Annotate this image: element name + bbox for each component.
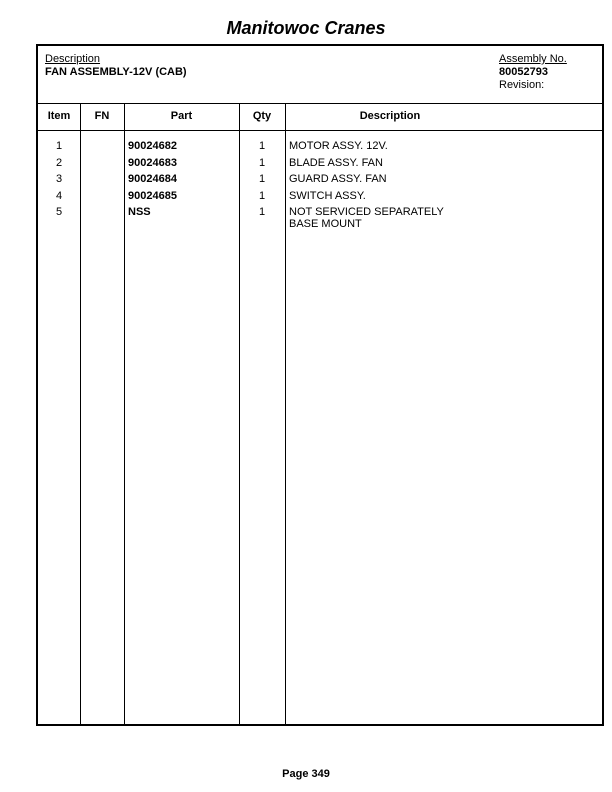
column-header-qty: Qty <box>252 110 272 122</box>
item-number: 1 <box>55 140 63 152</box>
quantity: 1 <box>258 140 266 152</box>
description-label: Description <box>45 53 101 65</box>
part-description-line: NOT SERVICED SEPARATELY <box>289 206 444 218</box>
column-header-item: Item <box>47 110 71 122</box>
table-row <box>38 190 602 207</box>
column-header-description: Description <box>359 110 421 122</box>
table-row <box>38 173 602 190</box>
quantity: 1 <box>258 173 266 185</box>
column-header-part: Part <box>170 110 193 122</box>
part-description: BLADE ASSY. FAN <box>289 156 383 169</box>
column-header-divider <box>38 130 602 131</box>
part-description: MOTOR ASSY. 12V. <box>289 140 388 152</box>
part-number: 90024685 <box>128 189 177 202</box>
part-description: SWITCH ASSY. <box>289 189 366 202</box>
part-description: GUARD ASSY. FAN <box>289 173 387 185</box>
quantity: 1 <box>258 206 266 218</box>
item-number: 2 <box>55 156 63 169</box>
part-number: 90024683 <box>128 156 177 169</box>
item-number: 5 <box>55 206 63 218</box>
table-row <box>38 206 602 236</box>
part-number: NSS <box>128 206 151 218</box>
assembly-number-block <box>499 53 567 92</box>
part-number: 90024682 <box>128 140 177 152</box>
part-description-line: BASE MOUNT <box>289 218 362 230</box>
assembly-description-block <box>45 53 187 79</box>
table-row <box>38 140 602 157</box>
part-number: 90024684 <box>128 173 177 185</box>
item-number: 4 <box>55 189 63 202</box>
quantity: 1 <box>258 156 266 169</box>
table-row <box>38 157 602 174</box>
page-number: Page 349 <box>282 768 330 780</box>
document-title: Manitowoc Cranes <box>226 18 386 38</box>
header-divider <box>38 103 602 104</box>
revision-label: Revision: <box>499 79 545 91</box>
parts-list-frame <box>36 44 604 726</box>
parts-table-body <box>38 140 602 236</box>
quantity: 1 <box>258 189 266 202</box>
part-description <box>289 206 444 230</box>
assembly-number-value: 80052793 <box>499 66 548 78</box>
assembly-number-label: Assembly No. <box>499 53 567 65</box>
item-number: 3 <box>55 173 63 185</box>
assembly-description-value: FAN ASSEMBLY-12V (CAB) <box>45 66 187 78</box>
column-header-fn: FN <box>94 110 110 122</box>
